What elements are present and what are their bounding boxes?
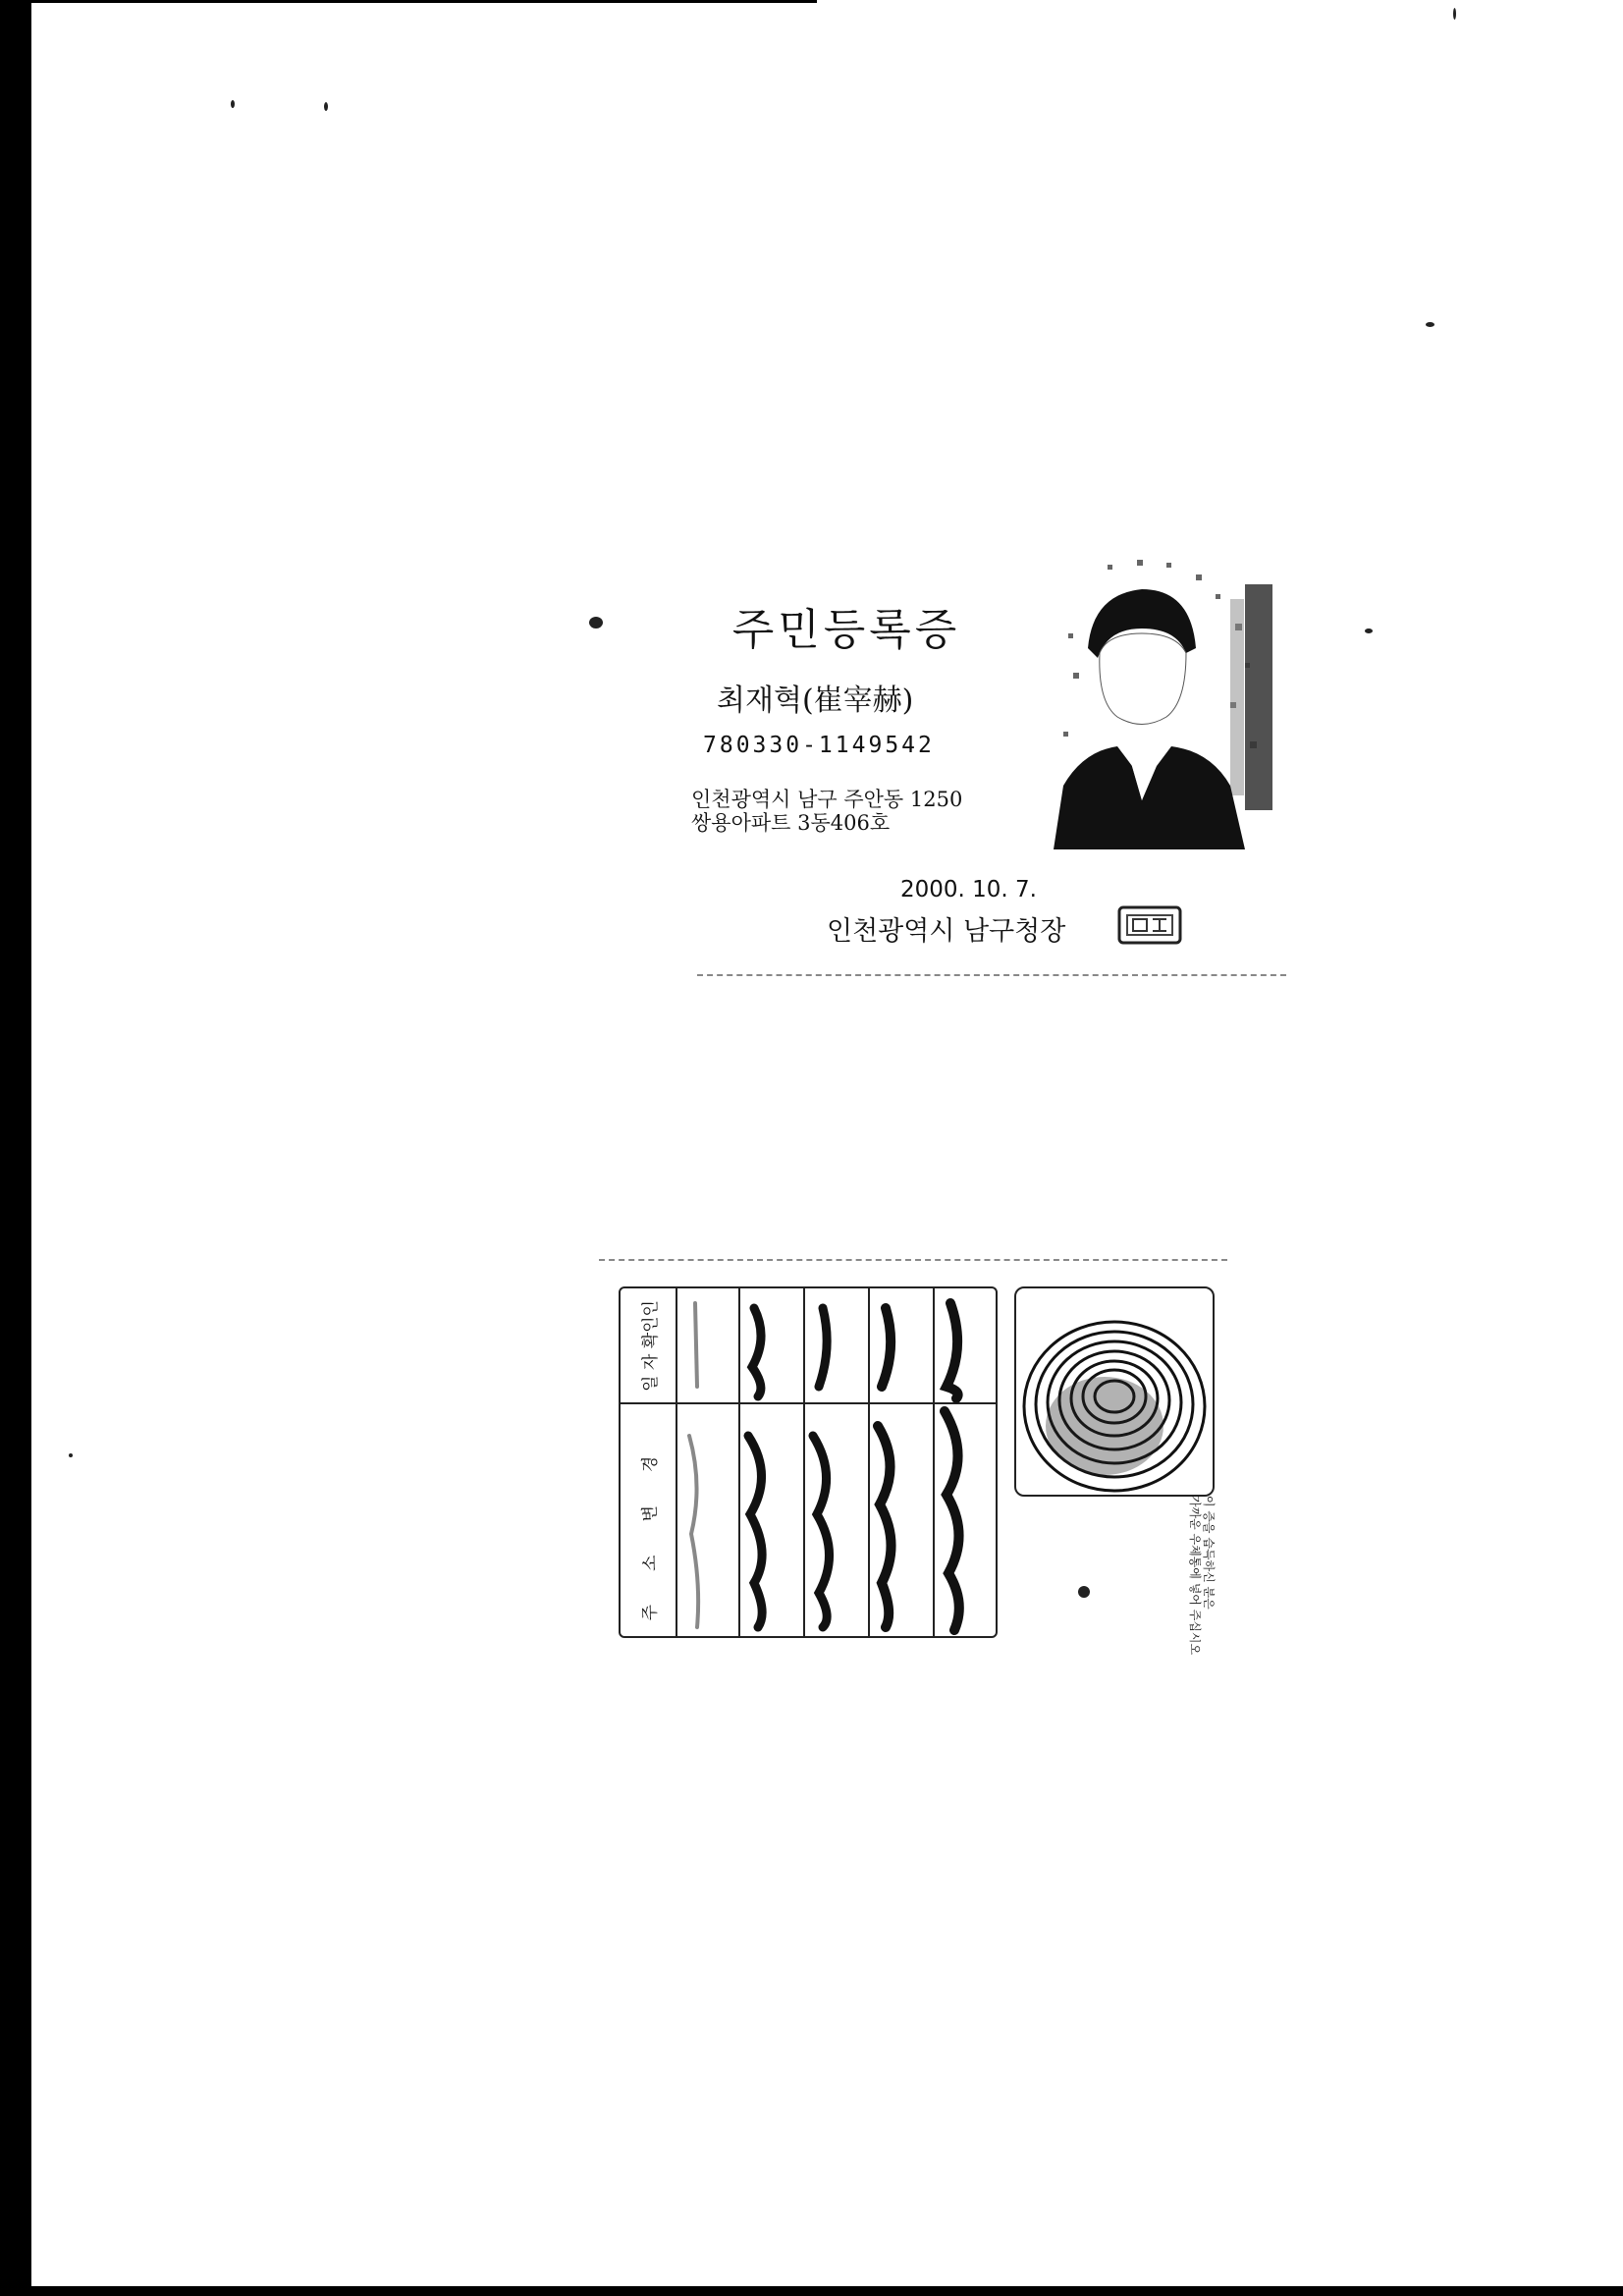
scan-speck — [231, 100, 235, 108]
fingerprint-icon — [1016, 1288, 1213, 1495]
scan-speck — [589, 617, 603, 629]
card-edge — [697, 974, 1286, 976]
holder-photo — [1049, 555, 1274, 849]
holder-name: 최재혁(崔宰赫) — [717, 683, 914, 718]
date-confirm-header: 일 자 확인인 — [640, 1299, 661, 1392]
scan-speck — [324, 102, 328, 111]
fingerprint-box — [1014, 1286, 1215, 1497]
scan-border-bottom — [31, 2286, 1623, 2296]
address-change-header: 주소변경 — [640, 1422, 661, 1620]
address-line-1: 인천광역시 남구 주안동 1250 — [691, 788, 963, 811]
official-seal — [1117, 905, 1182, 945]
scan-speck — [1453, 8, 1456, 20]
registration-number: 780330-1149542 — [703, 733, 935, 758]
address-line-2: 쌍용아파트 3동406호 — [691, 811, 891, 835]
issuer: 인천광역시 남구청장 — [827, 916, 1066, 947]
id-card-front — [677, 550, 1296, 982]
card-title: 주민등록증 — [731, 605, 961, 655]
scan-speck — [1365, 629, 1373, 633]
id-card-back — [599, 1247, 1227, 1660]
handwritten-entries — [676, 1288, 1000, 1640]
fingerprint-note: 이 증을 습득하신 분은 가까운 우체통에 넣어 주십시오 — [1188, 1495, 1217, 1656]
card-edge — [599, 1259, 1227, 1261]
issue-date: 2000. 10. 7. — [900, 877, 1037, 902]
scan-speck — [69, 1453, 73, 1457]
scan-border-top — [31, 0, 817, 3]
scan-border-left — [0, 0, 31, 2296]
address-change-table — [619, 1286, 998, 1638]
scan-speck — [1426, 322, 1434, 327]
